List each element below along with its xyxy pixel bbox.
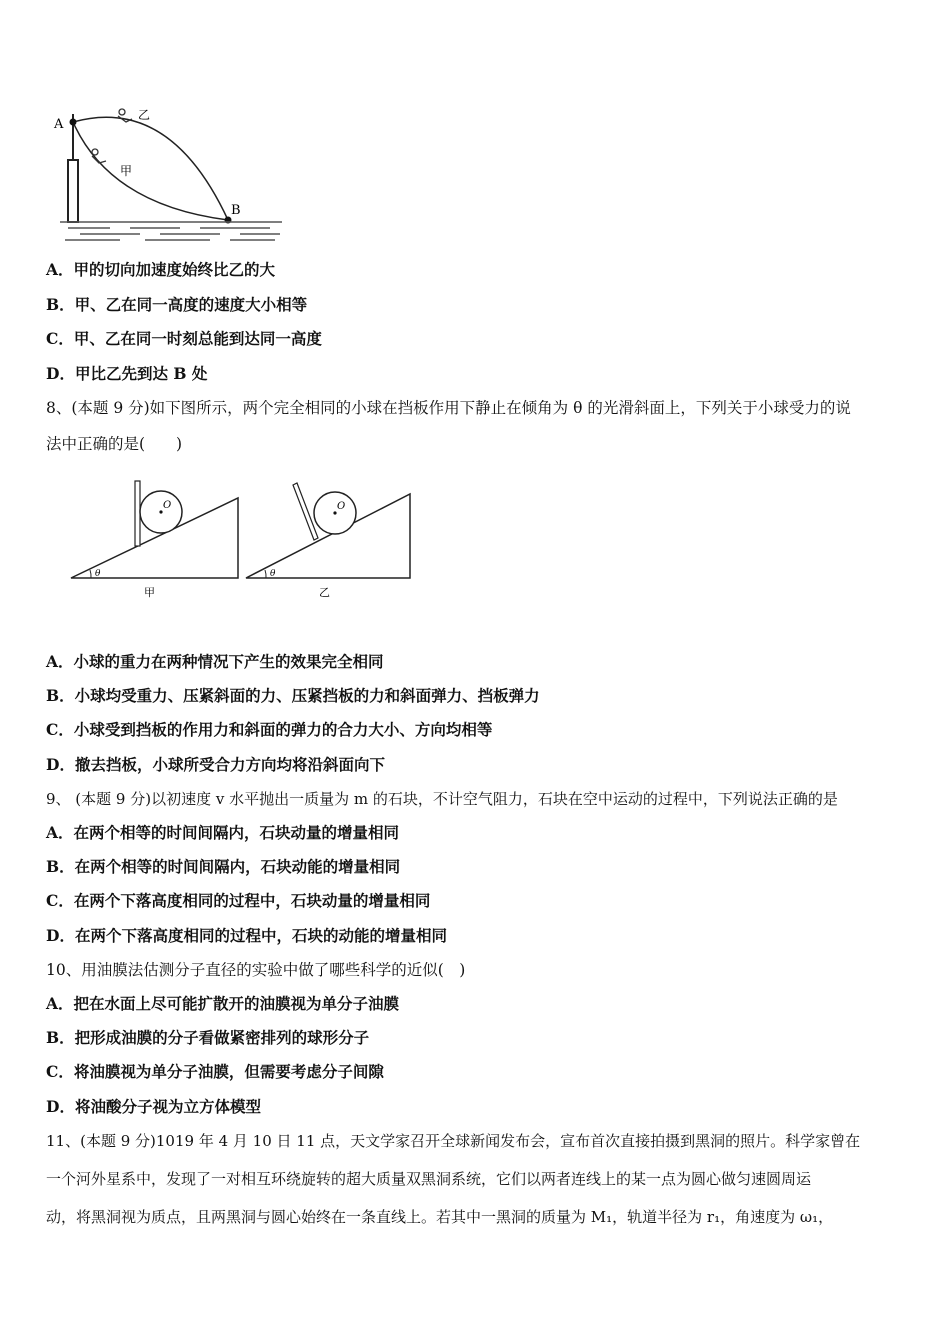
angle-right-label: θ bbox=[270, 569, 276, 579]
q9-option-c: C．在两个下落高度相同的过程中，石块动量的增量相同 bbox=[46, 891, 431, 910]
label-a: A bbox=[54, 117, 64, 132]
label-jia: 甲 bbox=[120, 164, 133, 178]
q8-option-a: A．小球的重力在两种情况下产生的效果完全相同 bbox=[46, 652, 384, 671]
q9-option-a: A．在两个相等的时间间隔内，石块动量的增量相同 bbox=[46, 823, 400, 842]
q7-option-d: D．甲比乙先到达 B 处 bbox=[46, 364, 208, 383]
incline-figure bbox=[66, 476, 416, 606]
caption-right: 乙 bbox=[319, 586, 330, 599]
q10-option-d: D．将油酸分子视为立方体模型 bbox=[46, 1097, 261, 1116]
q8-stem-line1: 8、(本题 9 分)如下图所示，两个完全相同的小球在挡板作用下静止在倾角为 θ 的光滑斜面上，下列关于小球受力的说 bbox=[46, 399, 851, 417]
q8-option-c: C．小球受到挡板的作用力和斜面的弹力的合力大小、方向均相等 bbox=[46, 720, 493, 739]
q9-option-d: D．在两个下落高度相同的过程中，石块的动能的增量相同 bbox=[46, 926, 447, 945]
point-a bbox=[70, 119, 77, 126]
slide-race-figure bbox=[50, 100, 290, 245]
q8-option-d: D．撤去挡板，小球所受合力方向均将沿斜面向下 bbox=[46, 755, 385, 774]
q7-option-c: C．甲、乙在同一时刻总能到达同一高度 bbox=[46, 329, 322, 348]
q10-option-a: A．把在水面上尽可能扩散开的油膜视为单分子油膜 bbox=[46, 994, 400, 1013]
ball-left-label: O bbox=[163, 500, 172, 511]
q10-option-b: B．把形成油膜的分子看做紧密排列的球形分子 bbox=[46, 1028, 370, 1047]
q10-option-c: C．将油膜视为单分子油膜，但需要考虑分子间隙 bbox=[46, 1062, 384, 1081]
board-left bbox=[135, 481, 140, 546]
track-yi bbox=[73, 117, 228, 220]
q7-option-a: A．甲的切向加速度始终比乙的大 bbox=[46, 260, 276, 279]
q11-stem-line1: 11、(本题 9 分)1019 年 4 月 10 日 11 点，天文学家召开全球新闻发布会，宣布首次直接拍摄到黑洞的照片。科学家曾在 bbox=[46, 1132, 861, 1150]
q11-stem-line3: 动，将黑洞视为质点，且两黑洞与圆心始终在一条直线上。若其中一黑洞的质量为 M₁，轨道半径为 r₁，角速度为 ω₁， bbox=[46, 1208, 834, 1226]
track-jia bbox=[73, 122, 228, 220]
q8-stem-line2: 法中正确的是( ) bbox=[46, 435, 183, 453]
water-surface bbox=[60, 222, 282, 240]
tower bbox=[68, 160, 78, 222]
caption-left: 甲 bbox=[144, 586, 155, 599]
angle-left-label: θ bbox=[95, 569, 101, 579]
angle-arc-left bbox=[90, 570, 91, 578]
q7-option-b: B．甲、乙在同一高度的速度大小相等 bbox=[46, 295, 308, 314]
label-yi: 乙 bbox=[138, 108, 151, 122]
q10-stem: 10、用油膜法估测分子直径的实验中做了哪些科学的近似( ) bbox=[46, 961, 466, 979]
q9-stem: 9、 (本题 9 分)以初速度 v 水平抛出一质量为 m 的石块，不计空气阻力，石块在空中运动的过程中，下列说法正确的是 bbox=[46, 790, 838, 808]
ball-right-label: O bbox=[337, 501, 346, 512]
q9-option-b: B．在两个相等的时间间隔内，石块动能的增量相同 bbox=[46, 857, 401, 876]
angle-arc-right bbox=[265, 570, 266, 578]
q11-stem-line2: 一个河外星系中，发现了一对相互环绕旋转的超大质量双黑洞系统，它们以两者连线上的某一点为圆心做匀速圆周运 bbox=[46, 1170, 812, 1188]
slider-yi-icon bbox=[118, 109, 132, 122]
q8-option-b: B．小球均受重力、压紧斜面的力、压紧挡板的力和斜面弹力、挡板弹力 bbox=[46, 686, 540, 705]
label-b: B bbox=[231, 203, 241, 218]
